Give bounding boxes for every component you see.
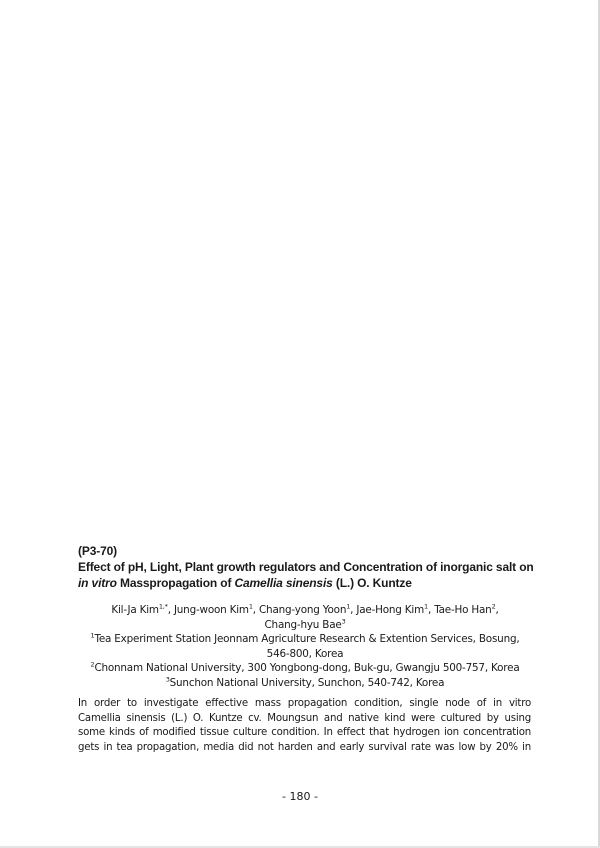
title-part-3: (L.) O. Kuntze [332, 576, 412, 590]
author-name: Kil-Ja Kim [111, 604, 159, 616]
affiliation-text: Tea Experiment Station Jeonnam Agriculture Research & Extention Services, Bosung, [94, 633, 520, 645]
author-line-1: Kil-Ja Kim$^{1,*}$, Jung-woon Kim$^1$, Chang-yong Yoon$^1$, Jae-Hong Kim$^1$, Tae-Ho Han$^2$, [111, 602, 499, 616]
author-block [70, 603, 540, 690]
affiliation-1 [70, 632, 540, 647]
author-name: Jae-Hong Kim [356, 604, 425, 616]
affiliation-2 [70, 661, 540, 676]
affiliation-text: Chonnam National University, 300 Yongbong-dong, Buk-gu, Gwangju 500-757, Korea [94, 662, 520, 674]
author-sup: 3 [341, 617, 346, 626]
author-name: Chang-hyu Bae [264, 618, 342, 631]
affiliation-text: Sunchon National University, Sunchon, 540-742, Korea [169, 676, 445, 689]
paper-title [78, 559, 538, 591]
abstract-line: In order to investigate effective mass propagation condition, single node of in vitro [78, 698, 531, 709]
abstract-line: some kinds of modified tissue culture condition. In effect that hydrogen ion concentration [78, 727, 531, 739]
author-name: Chang-yong Yoon [259, 604, 347, 616]
abstract-line: Camellia sinensis (L.) O. Kuntze cv. Moungsun and native kind were cultured by using [78, 712, 531, 724]
affiliation-sup: 3 [165, 675, 170, 684]
paper-header [78, 543, 538, 591]
abstract-body [78, 697, 531, 755]
title-italic-1: in vitro [78, 576, 117, 590]
author-name: Jung-woon Kim [173, 604, 249, 616]
author-line-2 [70, 618, 540, 633]
abstract-code: (P3-70) [78, 544, 117, 558]
author-sup: 1 [424, 602, 428, 611]
author-sup: 1 [346, 602, 351, 611]
author-sup: 1,* [158, 602, 168, 611]
affiliation-1-cont: 546-800, Korea [266, 647, 344, 660]
page-number: - 180 - [282, 790, 318, 803]
author-name: Tae-Ho Han [434, 604, 492, 616]
title-part-1: Effect of pH, Light, Plant growth regulators and Concentration of inorganic salt on [78, 560, 534, 574]
affiliation-3 [70, 676, 540, 691]
title-part-2: Masspropagation of [116, 576, 235, 590]
author-sup: 2 [491, 602, 496, 611]
title-italic-2: Camellia sinensis [234, 576, 333, 590]
affiliation-sup: 1 [90, 631, 95, 640]
abstract-line: gets in tea propagation, media did not harden and early survival rate was low by 20% in [78, 741, 531, 753]
affiliation-sup: 2 [90, 660, 95, 669]
author-sup: 1 [248, 602, 253, 611]
